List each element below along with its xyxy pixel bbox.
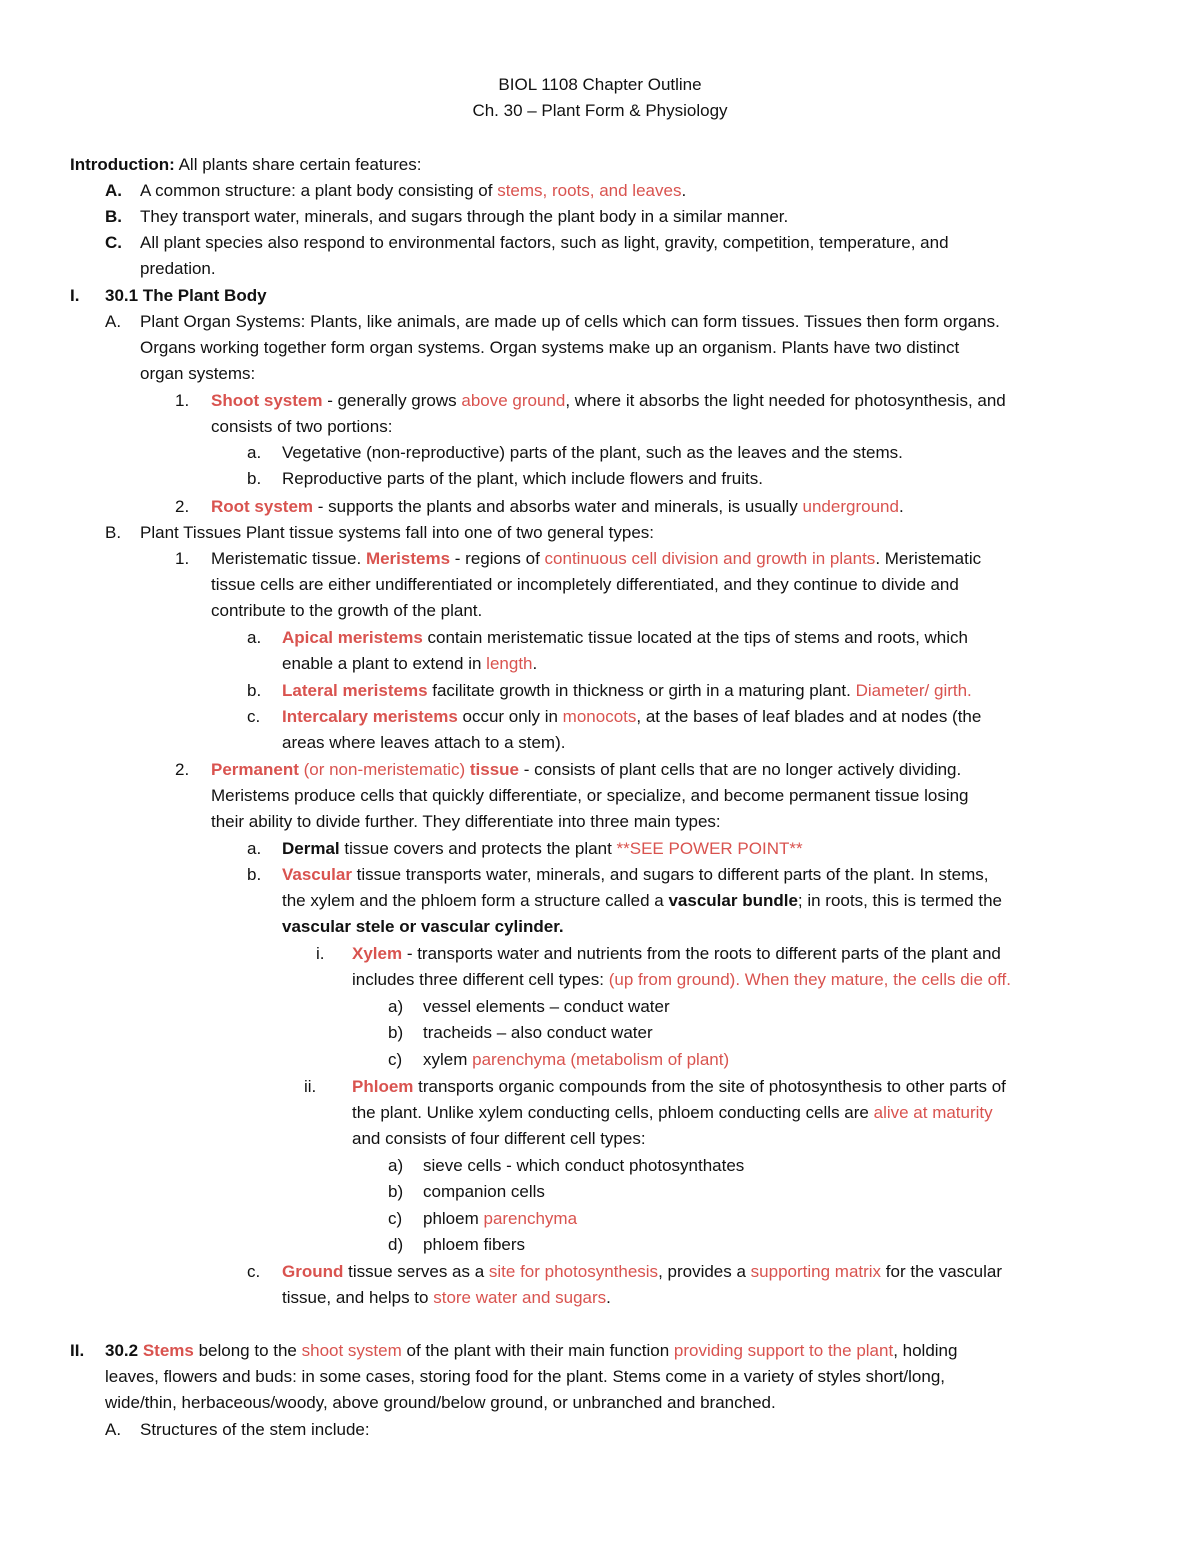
text-segment: Meristems produce cells that quickly differentiate, or specialize, and become permanent tissue losing <box>211 786 969 805</box>
outline-marker: d) <box>388 1235 404 1254</box>
text-segment: Organs working together form organ systems. Organ systems make up an organism. Plants have two distinct <box>140 338 960 357</box>
outline-line <box>282 1285 611 1311</box>
text-segment: ; in roots, this is termed the <box>797 891 1002 910</box>
text-segment: contribute to the growth of the plant. <box>211 601 483 620</box>
highlighted-text: Root system <box>211 497 314 516</box>
outline-marker: a) <box>388 997 404 1016</box>
highlighted-text: Ground <box>282 1262 344 1281</box>
text-segment: - transports water and nutrients from the roots to different parts of the plant and <box>402 944 1001 963</box>
outline-marker: b. <box>247 865 262 884</box>
text-segment: vessel elements – conduct water <box>423 997 670 1016</box>
outline-line <box>282 440 903 466</box>
highlighted-text: Stems <box>142 1341 194 1360</box>
highlighted-text: parenchyma <box>483 1209 578 1228</box>
outline-line <box>70 152 421 178</box>
highlighted-text: 30.1 The Plant Body <box>105 286 267 305</box>
outline-marker: 1. <box>175 391 190 410</box>
outline-marker: c) <box>388 1209 403 1228</box>
outline-line <box>140 309 1000 335</box>
highlighted-text: continuous cell division and growth in plants <box>544 549 876 568</box>
outline-line <box>282 678 972 704</box>
text-segment: All plants share certain features: <box>174 155 422 174</box>
outline-line <box>211 414 392 440</box>
outline-line <box>211 809 721 835</box>
outline-line <box>211 546 981 572</box>
text-segment: - regions of <box>450 549 545 568</box>
text-segment: organ systems: <box>140 364 256 383</box>
text-segment: includes three different cell types: <box>352 970 609 989</box>
text-segment: tracheids – also conduct water <box>423 1023 653 1042</box>
outline-line <box>105 283 267 309</box>
text-segment: occur only in <box>457 707 563 726</box>
highlighted-text: parenchyma (metabolism of plant) <box>472 1050 730 1069</box>
highlighted-text: Meristems <box>365 549 451 568</box>
highlighted-text: underground <box>802 497 899 516</box>
text-segment: , where it absorbs the light needed for photosynthesis, and <box>565 391 1006 410</box>
outline-line <box>282 888 1002 914</box>
outline-line <box>282 836 803 862</box>
text-segment: phloem <box>423 1209 484 1228</box>
outline-marker: i. <box>316 944 325 963</box>
outline-marker: b. <box>247 469 262 488</box>
outline-line <box>140 1417 370 1443</box>
highlighted-text: supporting matrix <box>750 1262 882 1281</box>
outline-line <box>282 914 564 940</box>
outline-line <box>423 1020 653 1046</box>
text-segment: - supports the plants and absorbs water and minerals, is usually <box>313 497 803 516</box>
outline-line <box>352 1074 1006 1100</box>
outline-line <box>423 1232 525 1258</box>
outline-line <box>282 625 968 651</box>
outline-marker: 1. <box>175 549 190 568</box>
outline-line <box>423 1206 577 1232</box>
outline-line <box>423 1179 545 1205</box>
text-segment: tissue serves as a <box>343 1262 489 1281</box>
outline-line <box>211 388 1006 414</box>
text-segment: tissue, and helps to <box>282 1288 434 1307</box>
outline-marker: B. <box>105 523 122 542</box>
text-segment: transports organic compounds from the site of photosynthesis to other parts of <box>413 1077 1006 1096</box>
highlighted-text: Diameter/ girth. <box>855 681 972 700</box>
outline-line <box>105 1390 776 1416</box>
text-segment: tissue covers and protects the plant <box>339 839 617 858</box>
outline-marker: II. <box>70 1341 85 1360</box>
highlighted-text: Lateral meristems <box>282 681 428 700</box>
highlighted-text: above ground <box>461 391 566 410</box>
outline-marker: A. <box>105 181 122 200</box>
text-segment: companion cells <box>423 1182 545 1201</box>
outline-marker: c. <box>247 1262 261 1281</box>
outline-marker: c) <box>388 1050 403 1069</box>
text-segment: - generally grows <box>322 391 462 410</box>
highlighted-text: Phloem <box>352 1077 414 1096</box>
highlighted-text: (up from ground). When they mature, the cells die off. <box>608 970 1011 989</box>
highlighted-text: monocots <box>562 707 637 726</box>
text-segment: Plant Tissues Plant tissue systems fall into one of two general types: <box>140 523 655 542</box>
outline-line <box>352 1100 993 1126</box>
highlighted-text: Shoot system <box>211 391 323 410</box>
outline-line <box>211 783 969 809</box>
highlighted-text: alive at maturity <box>873 1103 993 1122</box>
text-segment: Structures of the stem include: <box>140 1420 370 1439</box>
highlighted-text: Vascular <box>282 865 352 884</box>
outline-line <box>140 230 949 256</box>
text-segment: leaves, flowers and buds: in some cases, storing food for the plant. Stems come in a variety of styles short/long, <box>105 1367 946 1386</box>
highlighted-text: vascular bundle <box>668 891 798 910</box>
outline-line <box>140 256 216 282</box>
outline-line <box>105 1338 957 1364</box>
highlighted-text: length <box>486 654 533 673</box>
outline-line <box>282 651 537 677</box>
text-segment: . <box>898 497 904 516</box>
text-segment: contain meristematic tissue located at the tips of stems and roots, which <box>422 628 968 647</box>
outline-marker: b. <box>247 681 262 700</box>
outline-line <box>282 704 981 730</box>
outline-marker: a. <box>247 839 262 858</box>
highlighted-text: Xylem <box>352 944 403 963</box>
highlighted-text: site for photosynthesis <box>488 1262 659 1281</box>
outline-marker: c. <box>247 707 261 726</box>
text-segment: enable a plant to extend in <box>282 654 487 673</box>
text-segment: Vegetative (non-reproductive) parts of the plant, such as the leaves and the stems. <box>282 443 903 462</box>
outline-line <box>423 1047 729 1073</box>
text-segment: wide/thin, herbaceous/woody, above ground/below ground, or unbranched and branched. <box>105 1393 776 1412</box>
highlighted-text: tissue <box>469 760 519 779</box>
highlighted-text: (or non-meristematic) <box>298 760 470 779</box>
outline-line <box>140 335 959 361</box>
highlighted-text: store water and sugars <box>433 1288 607 1307</box>
text-segment: Plant Organ Systems: Plants, like animals, are made up of cells which can form tissues. Tissues then form organs. <box>140 312 1000 331</box>
text-segment: facilitate growth in thickness or girth in a maturing plant. <box>427 681 856 700</box>
document-title: BIOL 1108 Chapter Outline <box>498 75 702 94</box>
outline-line <box>140 361 255 387</box>
text-segment: consists of two portions: <box>211 417 393 436</box>
outline-line <box>211 757 961 783</box>
text-segment: and consists of four different cell types: <box>352 1129 646 1148</box>
outline-marker: B. <box>105 207 122 226</box>
highlighted-text: providing support to the plant <box>673 1341 894 1360</box>
outline-line <box>423 1153 744 1179</box>
text-segment: belong to the <box>193 1341 302 1360</box>
outline-line <box>211 572 959 598</box>
outline-marker: b) <box>388 1182 404 1201</box>
text-segment: They transport water, minerals, and sugars through the plant body in a similar manner. <box>140 207 789 226</box>
text-segment: , at the bases of leaf blades and at nodes (the <box>636 707 982 726</box>
outline-marker: A. <box>105 1420 122 1439</box>
highlighted-text: Intercalary meristems <box>282 707 458 726</box>
text-segment: tissue transports water, minerals, and sugars to different parts of the plant. In stems, <box>351 865 989 884</box>
text-segment: phloem fibers <box>423 1235 526 1254</box>
outline-line <box>352 967 1011 993</box>
outline-marker: C. <box>105 233 122 252</box>
text-segment: of the plant with their main function <box>401 1341 674 1360</box>
outline-line <box>105 1364 945 1390</box>
outline-marker: a. <box>247 443 262 462</box>
highlighted-text: Introduction: <box>70 155 175 174</box>
outline-line <box>211 598 482 624</box>
highlighted-text: vascular stele or vascular cylinder. <box>282 917 564 936</box>
text-segment: tissue cells are either undifferentiated or incompletely differentiated, and they continue to divide and <box>211 575 959 594</box>
highlighted-text: stems, roots, and leaves <box>497 181 682 200</box>
text-segment: their ability to divide further. They differentiate into three main types: <box>211 812 721 831</box>
outline-marker: A. <box>105 312 122 331</box>
text-segment: . <box>532 654 538 673</box>
text-segment: . <box>681 181 687 200</box>
highlighted-text: 30.2 <box>105 1341 143 1360</box>
outline-marker: b) <box>388 1023 404 1042</box>
outline-line <box>282 862 989 888</box>
highlighted-text: **SEE POWER POINT** <box>616 839 803 858</box>
outline-line <box>423 994 670 1020</box>
text-segment: predation. <box>140 259 216 278</box>
outline-marker: 2. <box>175 760 190 779</box>
outline-line <box>211 494 904 520</box>
outline-marker: 2. <box>175 497 190 516</box>
highlighted-text: shoot system <box>301 1341 402 1360</box>
highlighted-text: Dermal <box>282 839 340 858</box>
outline-marker: a. <box>247 628 262 647</box>
highlighted-text: Apical meristems <box>282 628 423 647</box>
text-segment: Meristematic tissue. <box>211 549 366 568</box>
outline-line <box>140 204 788 230</box>
text-segment: , provides a <box>658 1262 751 1281</box>
outline-line <box>282 1259 1002 1285</box>
text-segment: . <box>606 1288 611 1307</box>
text-segment: xylem <box>423 1050 473 1069</box>
text-segment: A common structure: a plant body consisting of <box>140 181 498 200</box>
outline-line <box>352 941 1001 967</box>
text-segment: for the vascular <box>881 1262 1003 1281</box>
text-segment: . Meristematic <box>875 549 982 568</box>
text-segment: All plant species also respond to environmental factors, such as light, gravity, competition, temperature, and <box>140 233 949 252</box>
outline-marker: a) <box>388 1156 404 1175</box>
text-segment: - consists of plant cells that are no longer actively dividing. <box>519 760 962 779</box>
text-segment: Reproductive parts of the plant, which include flowers and fruits. <box>282 469 763 488</box>
outline-line <box>140 178 686 204</box>
outline-line <box>140 520 654 546</box>
outline-line <box>352 1126 646 1152</box>
text-segment: areas where leaves attach to a stem). <box>282 733 566 752</box>
text-segment: the plant. Unlike xylem conducting cells, phloem conducting cells are <box>352 1103 874 1122</box>
outline-line <box>282 730 565 756</box>
text-segment: , holding <box>893 1341 958 1360</box>
outline-marker: I. <box>70 286 80 305</box>
text-segment: the xylem and the phloem form a structure called a <box>282 891 669 910</box>
outline-line <box>282 466 763 492</box>
text-segment: sieve cells - which conduct photosynthates <box>423 1156 745 1175</box>
highlighted-text: Permanent <box>211 760 299 779</box>
document-subtitle: Ch. 30 – Plant Form & Physiology <box>472 101 728 120</box>
outline-marker: ii. <box>304 1077 317 1096</box>
